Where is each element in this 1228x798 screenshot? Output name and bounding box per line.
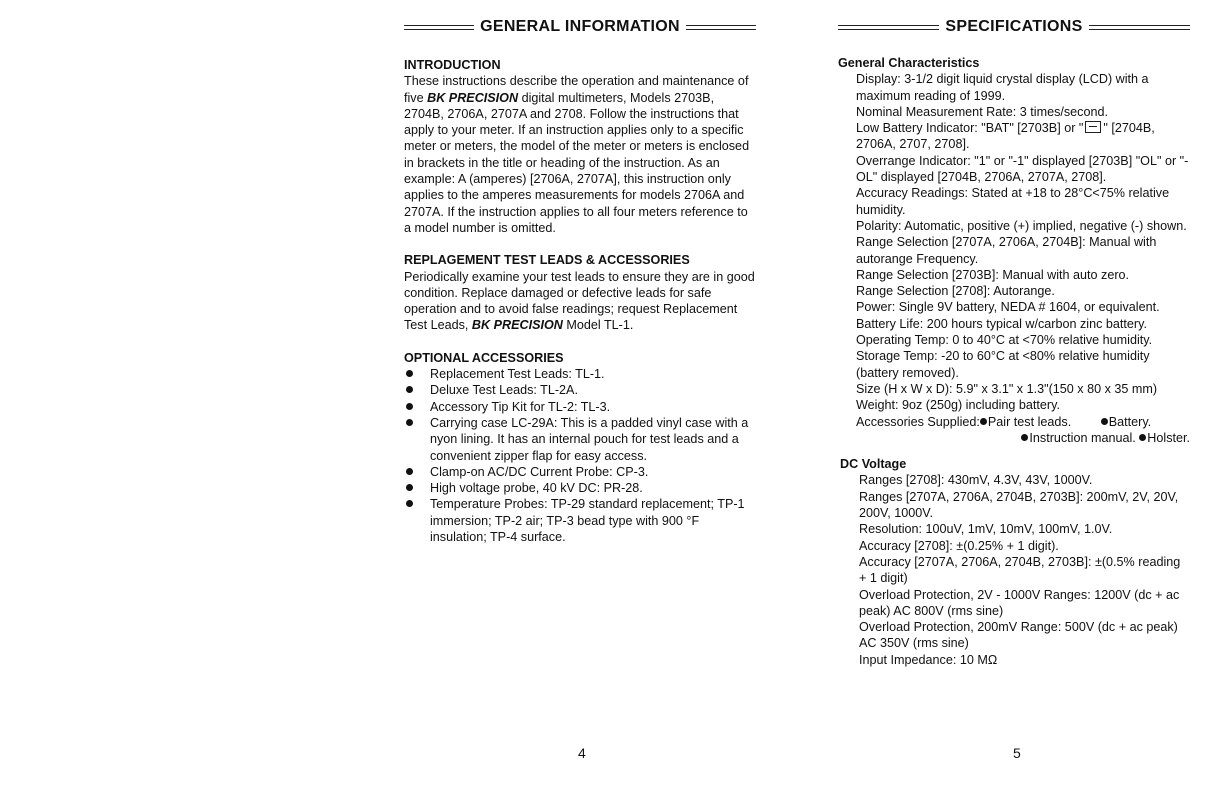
header-rule-right xyxy=(686,25,756,30)
left-page xyxy=(404,0,756,798)
specifications-header xyxy=(838,18,1190,36)
replacement-text-b: Model TL-1. xyxy=(562,318,634,333)
dc-spec-line: Accuracy [2708]: ±(0.25% + 1 digit). xyxy=(859,538,1059,553)
list-item: High voltage probe, 40 kV DC: PR-28. xyxy=(404,480,756,496)
left-page-content xyxy=(404,57,756,545)
list-item: Accessory Tip Kit for TL-2: TL-3. xyxy=(404,399,756,415)
list-item: Clamp-on AC/DC Current Probe: CP-3. xyxy=(404,464,756,480)
optional-accessories-heading: OPTIONAL ACCESSORIES xyxy=(404,350,564,365)
list-item: Temperature Probes: TP-29 standard replacement; TP-1 immersion; TP-2 air; TP-3 bead type with 900 °F insulation; TP-4 surface. xyxy=(404,496,756,545)
dc-spec-line: Overload Protection, 200mV Range: 500V (dc + ac peak) AC 350V (rms sine) xyxy=(859,620,1178,651)
accessory-item: Instruction manual. xyxy=(1029,430,1136,445)
bullet-icon xyxy=(980,418,987,425)
battery-icon xyxy=(1085,121,1101,133)
spec-accuracy: Accuracy Readings: Stated at +18 to 28°C<75% relative humidity. xyxy=(856,186,1170,217)
dc-spec-line: Ranges [2708]: 430mV, 4.3V, 43V, 1000V. xyxy=(859,473,1093,488)
spec-accessories xyxy=(856,414,1190,430)
spec-range-2: Range Selection [2703B]: Manual with auto zero. xyxy=(856,267,1130,282)
bullet-icon xyxy=(1139,434,1146,441)
right-page-content xyxy=(838,55,1190,668)
spec-power: Power: Single 9V battery, NEDA # 1604, or equivalent. xyxy=(856,300,1160,315)
spec-rate: Nominal Measurement Rate: 3 times/second. xyxy=(856,104,1108,119)
optional-accessories-list xyxy=(404,366,756,545)
brand-name: BK PRECISION xyxy=(471,318,563,333)
dc-voltage-heading: DC Voltage xyxy=(840,457,907,472)
list-item: Carrying case LC-29A: This is a padded vinyl case with a nyon lining. It has an internal pouch for test leads and a convenient zipper flap for easy access. xyxy=(404,415,756,464)
dc-spec-line: Ranges [2707A, 2706A, 2704B, 2703B]: 200mV, 2V, 20V, 200V, 1000V. xyxy=(859,489,1179,521)
low-battery-text-b: " [2704B, 2706A, 2707, 2708]. xyxy=(856,121,1155,152)
right-page xyxy=(838,0,1190,798)
accessory-item: Battery. xyxy=(1108,414,1152,429)
replacement-heading: REPLAGEMENT TEST LEADS & ACCESSORIES xyxy=(404,253,690,268)
spec-overrange: Overrange Indicator: "1" or "-1" displayed [2703B] "OL" or "-OL" displayed [2704B, 2706A, 2707A, 2708]. xyxy=(856,153,1189,185)
introduction-heading: INTRODUCTION xyxy=(404,58,501,72)
introduction-text-a: These instructions describe the operation and maintenance of five xyxy=(404,74,749,105)
general-characteristics-list xyxy=(838,71,1190,446)
spec-operating-temp: Operating Temp: 0 to 40°C at <70% relative humidity. xyxy=(856,333,1153,348)
dc-spec-line: Overload Protection, 2V - 1000V Ranges: 1200V (dc + ac peak) AC 800V (rms sine) xyxy=(859,587,1180,618)
page-number-left: 4 xyxy=(578,745,586,761)
spec-range-3: Range Selection [2708]: Autorange. xyxy=(856,284,1055,299)
dc-spec-line: Resolution: 100uV, 1mV, 10mV, 100mV, 1.0V. xyxy=(859,522,1113,537)
bullet-icon xyxy=(1021,434,1028,441)
accessory-item: Holster. xyxy=(1147,430,1190,445)
spec-polarity: Polarity: Automatic, positive (+) implied, negative (-) shown. xyxy=(856,218,1187,233)
spec-size: Size (H x W x D): 5.9" x 3.1" x 1.3"(150 x 80 x 35 mm) xyxy=(856,381,1158,396)
spec-low-battery xyxy=(856,120,1190,153)
general-characteristics-heading: General Characteristics xyxy=(838,56,980,70)
list-item: Deluxe Test Leads: TL-2A. xyxy=(404,382,756,398)
accessory-item: Pair test leads. xyxy=(987,414,1072,429)
specifications-title: SPECIFICATIONS xyxy=(945,18,1083,35)
replacement-paragraph xyxy=(404,269,756,334)
dc-spec-line: Accuracy [2707A, 2706A, 2704B, 2703B]: ±(0.5% reading + 1 digit) xyxy=(859,554,1181,586)
bullet-icon xyxy=(1101,418,1108,425)
page-number-right: 5 xyxy=(1013,745,1021,761)
list-item: Replacement Test Leads: TL-1. xyxy=(404,366,756,382)
dc-spec-line: Input Impedance: 10 MΩ xyxy=(859,652,998,667)
spec-storage-temp: Storage Temp: -20 to 60°C at <80% relative humidity (battery removed). xyxy=(856,349,1150,380)
spec-accessories-row-2 xyxy=(856,430,1190,446)
replacement-text-a: Periodically examine your test leads to ensure they are in good condition. Replace damaged or defective leads for safe operation and to avoid false readings; request Replacement Test Leads, xyxy=(404,269,755,333)
general-information-header xyxy=(404,18,756,36)
spec-range-1: Range Selection [2707A, 2706A, 2704B]: Manual with autorange Frequency. xyxy=(856,235,1157,266)
header-rule-left xyxy=(838,25,939,30)
dc-voltage-list xyxy=(838,472,1190,668)
header-rule-right xyxy=(1089,25,1190,30)
spec-weight: Weight: 9oz (250g) including battery. xyxy=(856,398,1060,413)
header-rule-left xyxy=(404,25,474,30)
low-battery-text-a: Low Battery Indicator: "BAT" [2703B] or " xyxy=(856,121,1084,136)
spec-battery-life: Battery Life: 200 hours typical w/carbon zinc battery. xyxy=(856,316,1147,331)
brand-name: BK PRECISION xyxy=(427,90,519,105)
spec-display: Display: 3-1/2 digit liquid crystal display (LCD) with a maximum reading of 1999. xyxy=(856,72,1149,103)
accessories-label: Accessories Supplied: xyxy=(856,414,980,429)
introduction-paragraph xyxy=(404,73,756,236)
introduction-text-b: digital multimeters, Models 2703B, 2704B, 2706A, 2707A and 2708. Follow the instructions that apply to your meter. If an instruction applies only to a specific meter or meters, the model of the meter or meters is enclosed in brackets in the title or heading of the instruction. As an example: A (amperes) [2706A, 2707A], this instruction only applies to the amperes measurements for models 2706A and 2707A. If the instruction applies to all four meters reference to a model number is omitted. xyxy=(404,90,750,235)
general-information-title: GENERAL INFORMATION xyxy=(480,18,680,35)
